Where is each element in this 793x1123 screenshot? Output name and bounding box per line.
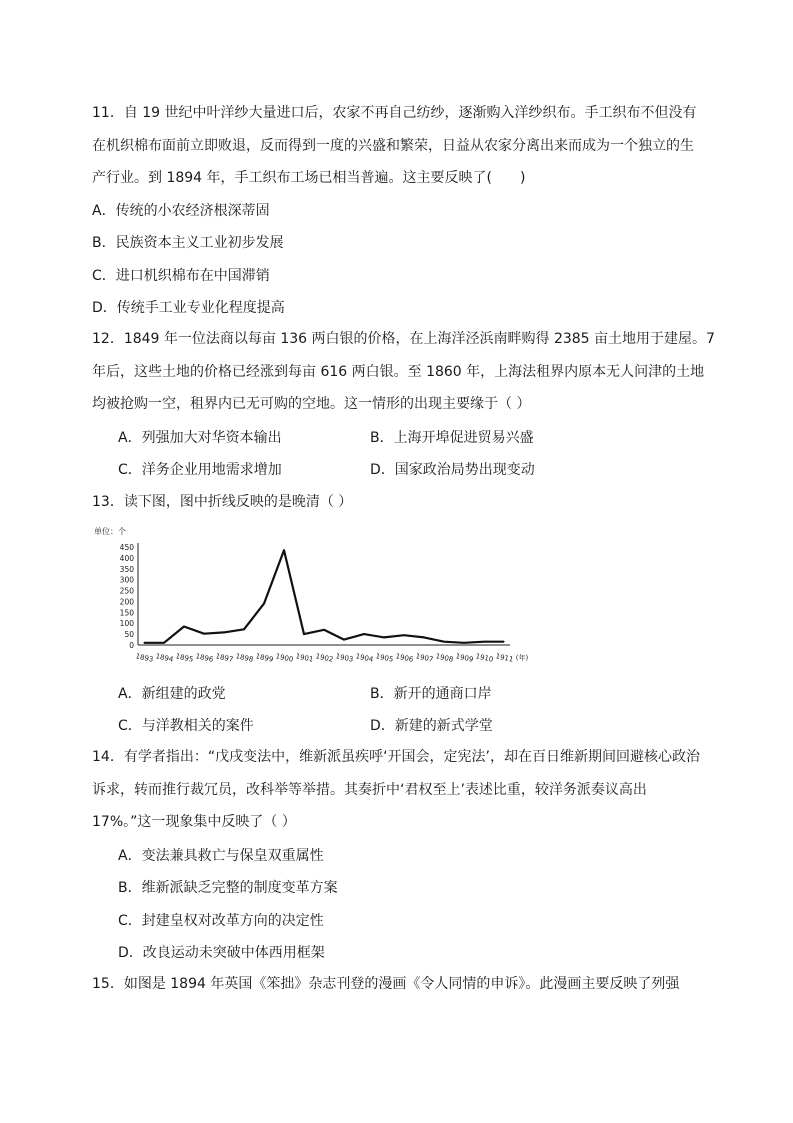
q14-line-2: 诉求，转而推行裁冗员，改科举等举措。其奏折中‘君权至上’表述比重，较洋务派奏议高出 (92, 782, 647, 798)
x-axis-ticks (135, 652, 529, 664)
q11-option-d: D．传统手工业专业化程度提高 (92, 300, 285, 316)
x-tick-label: 1907 (414, 652, 434, 664)
y-tick-label: 50 (124, 630, 134, 640)
x-tick-label: 1908 (434, 652, 454, 664)
data-point (183, 626, 184, 627)
x-tick-label: 1897 (214, 652, 234, 664)
q12-option-c: C．洋务企业用地需求增加 (118, 462, 282, 478)
x-tick-label: 1899 (254, 652, 274, 664)
y-tick-label: 150 (119, 608, 134, 618)
q14-option-d: D．改良运动未突破中体西用框架 (118, 945, 325, 961)
data-point (403, 635, 404, 636)
x-tick-label: 1900 (274, 652, 294, 664)
x-tick-label: 1894 (154, 652, 174, 664)
q13-option-a: A．新组建的政党 (118, 686, 226, 702)
y-tick-label: 200 (119, 597, 134, 607)
data-point (423, 637, 424, 638)
q12-option-a: A．列强加大对华资本输出 (118, 430, 282, 446)
data-point (383, 637, 384, 638)
x-tick-label: 1910 (474, 652, 494, 664)
q12-option-d: D．国家政治局势出现变动 (370, 462, 535, 478)
data-point (343, 639, 344, 640)
line-chart (92, 520, 529, 670)
y-tick-label: 0 (129, 641, 134, 650)
x-tick-label: 1909 (454, 652, 474, 664)
y-tick-label: 450 (119, 543, 134, 552)
q11-option-a: A．传统的小农经济根深蒂固 (92, 203, 270, 219)
data-point (163, 642, 164, 643)
q14-option-c: C．封建皇权对改革方向的决定性 (118, 913, 324, 929)
q13-option-c: C．与洋教相关的案件 (118, 718, 254, 734)
x-tick-label: 1896 (194, 652, 214, 664)
x-tick-label: 1903 (334, 652, 354, 664)
q11-option-b: B．民族资本主义工业初步发展 (92, 235, 284, 251)
x-tick-label: 1898 (234, 652, 254, 664)
q13-stem: 13．读下图，图中折线反映的是晚清（ ） (92, 494, 353, 510)
q12-option-b: B．上海开埠促进贸易兴盛 (370, 430, 534, 446)
x-tick-label: 1895 (174, 652, 194, 664)
y-axis-ticks (120, 543, 135, 650)
q14-option-b: B．维新派缺乏完整的制度变革方案 (118, 880, 338, 896)
q14-option-a: A．变法兼具救亡与保皇双重属性 (118, 848, 324, 864)
y-tick-label: 100 (119, 619, 134, 629)
series-line (144, 550, 504, 643)
data-point (243, 629, 244, 630)
data-point (363, 634, 364, 635)
q13-option-d: D．新建的新式学堂 (370, 718, 493, 734)
y-tick-label: 350 (119, 564, 134, 574)
q14-line-3: 17%。”这一现象集中反映了（ ） (92, 814, 296, 830)
y-axis-unit-label: 单位：个 (94, 527, 126, 536)
y-tick-label: 250 (119, 586, 134, 596)
x-tick-label: 1904 (354, 652, 374, 664)
y-tick-label: 400 (119, 553, 134, 563)
data-point (203, 633, 204, 634)
q15-line-1: 15．如图是 1894 年英国《笨拙》杂志刊登的漫画《令人同情的申诉》。此漫画主要反映了列强 (92, 976, 680, 992)
x-tick-label: 1901 (294, 652, 314, 664)
data-point (463, 642, 464, 643)
x-tick-label: 1893 (134, 652, 154, 664)
data-point (483, 641, 484, 642)
x-axis-suffix: (年) (515, 654, 529, 662)
data-point (263, 603, 264, 604)
x-tick-label: 1905 (374, 652, 394, 664)
q12-line-1: 12．1849 年一位法商以每亩 136 两白银的价格，在上海洋泾浜南畔购得 2385 亩土地用于建屋。7 (92, 331, 715, 347)
data-point (503, 641, 504, 642)
data-point (223, 632, 224, 633)
data-point (303, 634, 304, 635)
data-point (323, 629, 324, 630)
x-tick-label: 1906 (394, 652, 414, 664)
q13-option-b: B．新开的通商口岸 (370, 686, 492, 702)
q12-line-3: 均被抢购一空，租界内已无可购的空地。这一情形的出现主要缘于（ ） (92, 396, 531, 412)
q11-line-2: 在机织棉布面前立即败退，反而得到一度的兴盛和繁荣，日益从农家分离出来而成为一个独立的生 (92, 138, 694, 154)
data-point (443, 641, 444, 642)
series-points (143, 550, 504, 644)
data-point (143, 642, 144, 643)
x-tick-label: 1911 (494, 652, 514, 664)
q14-line-1: 14．有学者指出：“戊戌变法中，维新派虽疾呼‘开国会，定宪法’，却在百日维新期间回避核心政治 (92, 749, 700, 765)
q11-line-3: 产行业。到 1894 年，手工织布工场已相当普遍。这主要反映了( ) (92, 170, 526, 186)
q11-line-1: 11．自 19 世纪中叶洋纱大量进口后，农家不再自己纺纱，逐渐购入洋纱织布。手工织布不但没有 (92, 105, 697, 121)
q12-line-2: 年后，这些土地的价格已经涨到每亩 616 两白银。至 1860 年，上海法租界内原本无人问津的土地 (92, 364, 705, 380)
q11-option-c: C．进口机织棉布在中国滞销 (92, 268, 270, 284)
x-tick-label: 1902 (314, 652, 334, 664)
y-tick-label: 300 (119, 575, 134, 585)
data-point (283, 550, 284, 551)
